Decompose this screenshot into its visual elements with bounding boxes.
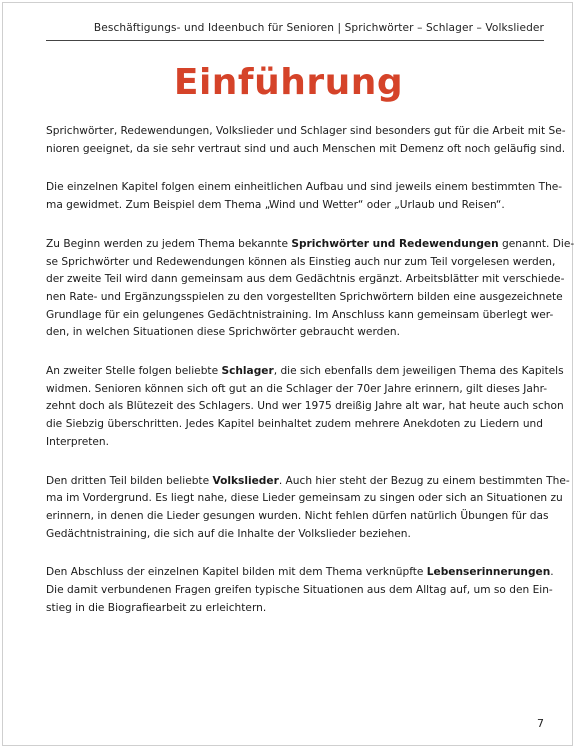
keyword-sprichwoerter: Sprichwörter und Redewendungen <box>291 237 499 250</box>
paragraph-schlager <box>46 363 564 452</box>
page-number: 7 <box>537 717 544 730</box>
keyword-lebenserinnerungen: Lebenserinnerungen <box>426 566 551 579</box>
paragraph-intro <box>46 123 566 158</box>
text-line: ma im Vordergrund. Es liegt nahe, diese Lieder gemeinsam zu singen oder sich an Situationen zu <box>46 492 563 505</box>
text-line: Die damit verbundenen Fragen greifen typische Situationen aus dem Alltag auf, um so den Ein- <box>46 584 553 597</box>
text-line: stieg in die Biografiearbeit zu erleichtern. <box>46 601 267 614</box>
running-header: Beschäftigungs- und Ideenbuch für Senioren | Sprichwörter – Schlager – Volkslieder <box>93 22 544 34</box>
text-line: zehnt doch als Blütezeit des Schlagers. Und wer 1975 dreißig Jahre alt war, hat heute auch schon <box>46 400 564 413</box>
text-line: ma gewidmet. Zum Beispiel dem Thema „Wind und Wetter“ oder „Urlaub und Reisen“. <box>46 199 505 212</box>
header-rule <box>46 40 544 41</box>
text-line: die Siebzig überschritten. Jedes Kapitel beinhaltet zudem mehrere Anekdoten zu Liedern und <box>46 418 543 431</box>
paragraph-lebenserinnerungen <box>46 564 554 617</box>
text-line: se Sprichwörter und Redewendungen können als Einstieg auch nur zum Teil vorgelesen werden, <box>46 255 556 268</box>
text-line: Sprichwörter, Redewendungen, Volkslieder und Schlager sind besonders gut für die Arbeit mit Se- <box>46 125 566 137</box>
text-line: Interpreten. <box>46 435 109 448</box>
text-line: Die einzelnen Kapitel folgen einem einheitlichen Aufbau und sind jeweils einem bestimmten The- <box>46 181 563 194</box>
text-line: Den dritten Teil bilden beliebte Volkslieder. Auch hier steht der Bezug zu einem bestimmten The- <box>46 474 570 487</box>
text-line: An zweiter Stelle folgen beliebte Schlager, die sich ebenfalls dem jeweiligen Thema des Kapitels <box>46 365 564 378</box>
text-line: nen Rate- und Ergänzungsspielen zu den vorgestellten Sprichwörtern bilden eine ausgezeichnete <box>46 290 563 303</box>
text-line: Gedächtnistraining, die sich auf die Inhalte der Volkslieder beziehen. <box>46 527 411 540</box>
text-line: Den Abschluss der einzelnen Kapitel bilden mit dem Thema verknüpfte Lebenserinnerungen. <box>46 566 554 579</box>
text-line: erinnern, in denen die Lieder gesungen wurden. Nicht fehlen dürfen natürlich Übungen für das <box>46 509 549 522</box>
text-line: widmen. Senioren können sich oft gut an die Schlager der 70er Jahre erinnern, gilt dieses Jahr- <box>46 382 548 395</box>
keyword-volkslieder: Volkslieder <box>212 474 279 487</box>
text-line: Zu Beginn werden zu jedem Thema bekannte Sprichwörter und Redewendungen genannt. Die- <box>46 237 575 250</box>
page-title: Einführung <box>173 62 404 103</box>
paragraph-volkslieder <box>46 473 570 544</box>
text-line: der zweite Teil wird dann gemeinsam aus dem Gedächtnis ergänzt. Arbeitsblätter mit verschiede- <box>46 273 565 286</box>
paragraph-structure <box>46 179 563 214</box>
keyword-schlager: Schlager <box>221 365 274 378</box>
text-line: den, in welchen Situationen diese Sprichwörter gebraucht werden. <box>46 326 400 339</box>
paragraph-sprichwoerter <box>46 236 575 342</box>
text-line: nioren geeignet, da sie sehr vertraut sind und auch Menschen mit Demenz oft noch geläufig sind. <box>46 142 566 155</box>
body-text <box>46 123 575 638</box>
text-line: Grundlage für ein gelungenes Gedächtnistraining. Im Anschluss kann gemeinsam überlegt wer- <box>46 308 554 321</box>
